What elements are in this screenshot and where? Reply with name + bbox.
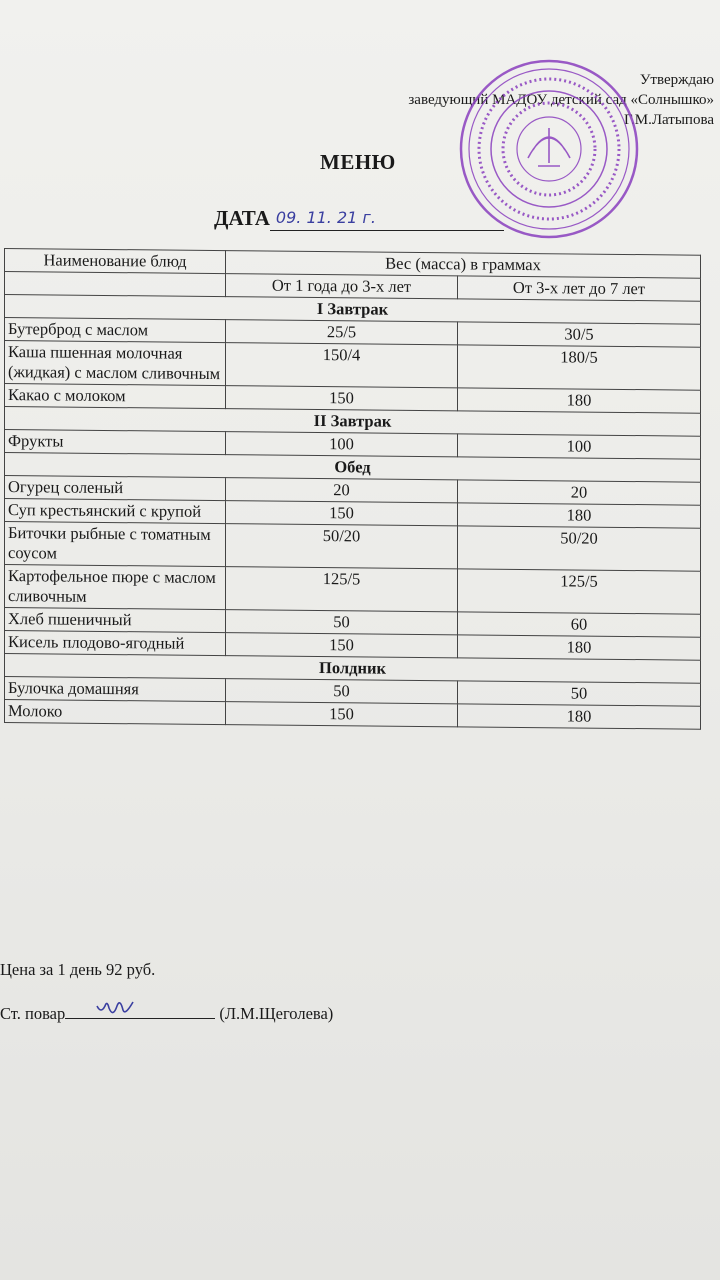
weight-age-1-3-cell: 150/4 [226, 343, 458, 388]
date-row [214, 206, 504, 231]
dish-name-cell: Какао с молоком [5, 384, 226, 409]
weight-age-1-3-cell: 50/20 [226, 524, 458, 569]
menu-table [4, 248, 701, 730]
page-title: МЕНЮ [320, 150, 396, 174]
weight-age-1-3-cell: 150 [226, 702, 458, 727]
dish-name-cell: Молоко [5, 700, 226, 725]
header-empty-cell [5, 272, 226, 297]
price-line: Цена за 1 день 92 руб. [0, 960, 156, 979]
signature-field [65, 1002, 215, 1019]
weight-age-3-7-cell: 50 [458, 681, 701, 706]
weight-age-3-7-cell: 180/5 [458, 345, 701, 390]
dish-name-cell: Булочка домашняя [5, 677, 226, 702]
dish-name-cell: Огурец соленый [5, 476, 226, 501]
weight-age-1-3-cell: 25/5 [226, 320, 458, 345]
weight-age-3-7-cell: 125/5 [458, 569, 701, 614]
weight-age-3-7-cell: 60 [458, 612, 701, 637]
weight-age-1-3-cell: 150 [226, 386, 458, 411]
header-age-3-7: От 3-х лет до 7 лет [458, 276, 701, 301]
section-title: Обед [5, 453, 701, 483]
dish-name-cell: Картофельное пюре с маслом сливочным [5, 565, 226, 610]
dish-name-cell: Каша пшенная молочная (жидкая) с маслом сливочным [5, 341, 226, 386]
approval-line-3: Г.М.Латыпова [624, 112, 714, 128]
weight-age-1-3-cell: 150 [226, 633, 458, 658]
weight-age-3-7-cell: 180 [458, 503, 701, 528]
weight-age-1-3-cell: 125/5 [226, 567, 458, 612]
approval-line-1: Утверждаю [639, 72, 714, 88]
weight-age-3-7-cell: 50/20 [458, 526, 701, 571]
weight-age-3-7-cell: 180 [458, 635, 701, 660]
dish-name-cell: Бутерброд с маслом [5, 318, 226, 343]
weight-age-3-7-cell: 180 [458, 388, 701, 413]
dish-name-cell: Кисель плодово-ягодный [5, 631, 226, 656]
weight-age-3-7-cell: 30/5 [458, 322, 701, 347]
cook-name: (Л.М.Щеголева) [219, 1004, 334, 1023]
weight-age-1-3-cell: 20 [226, 478, 458, 503]
weight-age-1-3-cell: 50 [226, 610, 458, 635]
weight-age-3-7-cell: 180 [458, 704, 701, 729]
section-title: II Завтрак [5, 407, 701, 437]
approval-line-2: заведующий МАДОУ детский сад «Солнышко» [408, 92, 714, 108]
header-age-1-3: От 1 года до 3-х лет [226, 274, 458, 299]
dish-name-cell: Хлеб пшеничный [5, 608, 226, 633]
weight-age-3-7-cell: 20 [458, 480, 701, 505]
header-dish-name: Наименование блюд [5, 249, 226, 274]
date-value: 09. 11. 21 г. [270, 208, 504, 231]
weight-age-1-3-cell: 50 [226, 679, 458, 704]
dish-name-cell: Биточки рыбные с томатным соусом [5, 522, 226, 567]
dish-name-cell: Суп крестьянский с крупой [5, 499, 226, 524]
date-label: ДАТА [214, 206, 270, 230]
table-row [5, 522, 701, 572]
cook-signature-line [0, 1002, 333, 1024]
dish-name-cell: Фрукты [5, 430, 226, 455]
weight-age-1-3-cell: 100 [226, 432, 458, 457]
table-row [5, 341, 701, 391]
weight-age-3-7-cell: 100 [458, 434, 701, 459]
section-title: Полдник [5, 654, 701, 684]
header-weight: Вес (масса) в граммах [226, 251, 701, 279]
cook-label: Ст. повар [0, 1004, 66, 1023]
signature-icon [93, 992, 163, 1018]
section-title: I Завтрак [5, 295, 701, 325]
table-row [5, 565, 701, 615]
weight-age-1-3-cell: 150 [226, 501, 458, 526]
